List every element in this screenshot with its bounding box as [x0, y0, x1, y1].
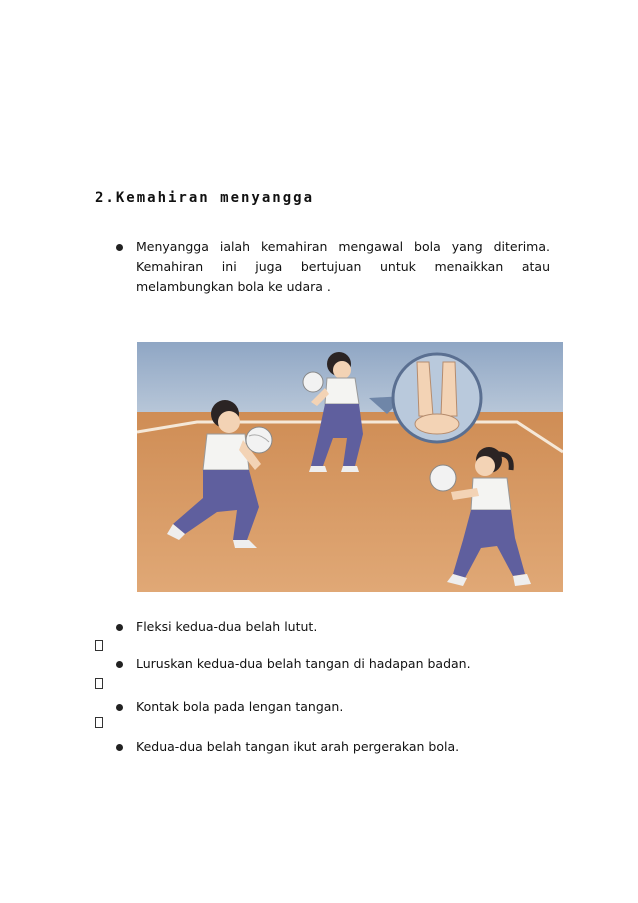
missing-glyph-icon	[95, 717, 103, 728]
bullet-icon	[116, 704, 123, 711]
bullet-icon	[116, 661, 123, 668]
missing-glyph-icon	[95, 640, 103, 651]
list-item: Luruskan kedua-dua belah tangan di hadapan badan.	[116, 656, 471, 672]
intro-line: melambungkan bola ke udara .	[136, 279, 331, 294]
list-item: Fleksi kedua-dua belah lutut.	[116, 619, 317, 635]
bullet-icon	[116, 624, 123, 631]
list-item: Kedua-dua belah tangan ikut arah pergerakan bola.	[116, 739, 459, 755]
intro-line: Kemahiran ini juga bertujuan untuk menaikkan atau	[136, 259, 550, 274]
section-heading: 2.Kemahiran menyangga	[95, 190, 315, 206]
volleyball-illustration	[137, 342, 563, 592]
intro-paragraph	[116, 237, 550, 297]
intro-line: Menyangga ialah kemahiran mengawal bola yang diterima.	[136, 239, 550, 254]
bullet-icon	[116, 244, 123, 251]
missing-glyph-icon	[95, 678, 103, 689]
bullet-icon	[116, 744, 123, 751]
list-item: Kontak bola pada lengan tangan.	[116, 699, 343, 715]
